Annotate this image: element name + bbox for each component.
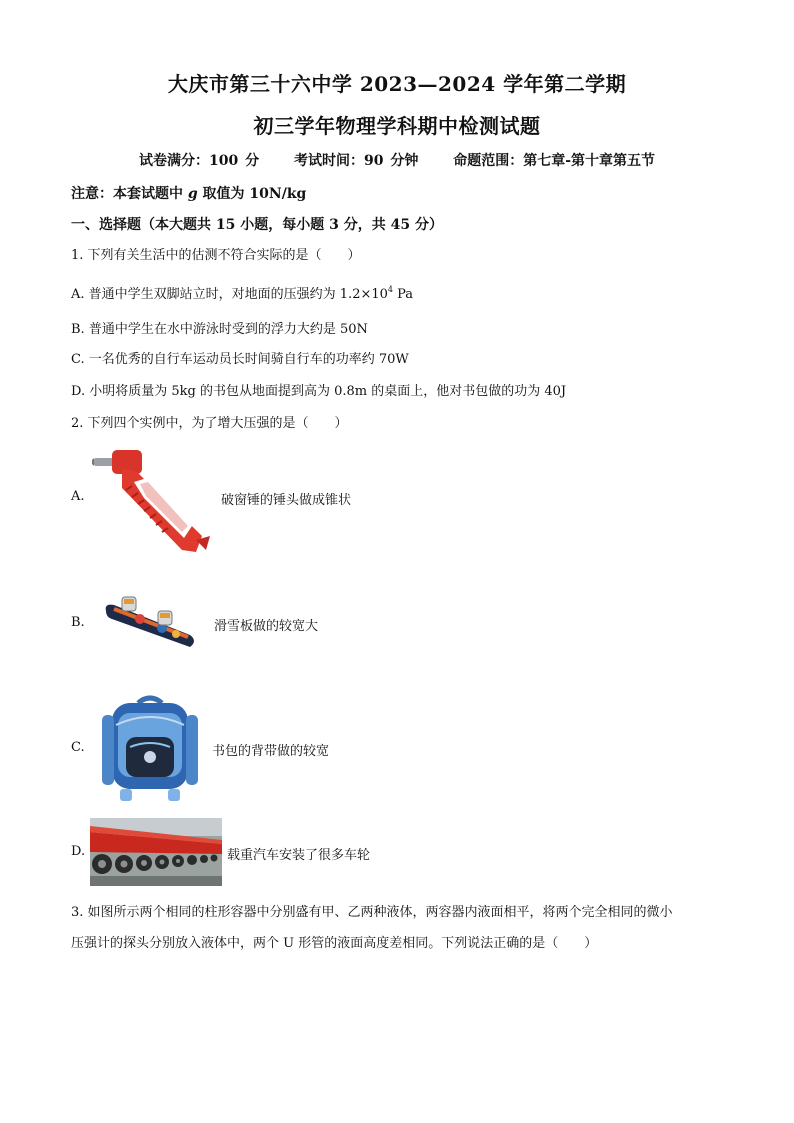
- q2-option-c-label: C.: [71, 740, 85, 755]
- exam-title-line1: 大庆市第三十六中学 2023—2024 学年第二学期: [167, 72, 627, 96]
- g-symbol: g: [187, 186, 198, 202]
- snowboard-image: [100, 595, 200, 657]
- exam-note: 注意：本套试题中 g 取值为 10N/kg: [71, 186, 307, 202]
- q2-option-a-text: 破窗锤的锤头做成锥状: [221, 493, 352, 508]
- q3-line2: 压强计的探头分别放入液体中，两个 U 形管的液面高度差相同。下列说法正确的是（ ）: [71, 936, 598, 951]
- q2-option-d-label: D.: [71, 844, 86, 859]
- section-title: 一、选择题（本大题共 15 小题，每小题 3 分，共 45 分）: [71, 217, 443, 233]
- q1-option-c: C. 一名优秀的自行车运动员长时间骑自行车的功率约 70W: [71, 352, 409, 367]
- hammer-image: [92, 440, 217, 560]
- q2-option-b-text: 滑雪板做的较宽大: [214, 619, 319, 634]
- exam-time: 考试时间：90 分钟: [293, 153, 419, 169]
- q2-stem: 2. 下列四个实例中，为了增大压强的是（ ）: [71, 416, 348, 431]
- q3-line1: 3. 如图所示两个相同的柱形容器中分别盛有甲、乙两种液体，两容器内液面相平，将两个完全相同的微小: [71, 905, 673, 920]
- full-score: 试卷满分：100 分: [138, 153, 260, 169]
- q2-option-b-label: B.: [71, 615, 85, 630]
- q2-option-a-label: A.: [71, 489, 85, 504]
- q1-option-d: D. 小明将质量为 5kg 的书包从地面提到高为 0.8m 的桌面上，他对书包做的功为 40J: [71, 384, 567, 399]
- backpack-image: [100, 695, 200, 803]
- q1-option-a: A. 普通中学生双脚站立时，对地面的压强约为 $1.2\times 10^4$ Pa: [71, 285, 414, 302]
- q2-option-c-text: 书包的背带做的较宽: [212, 744, 330, 759]
- exam-scope: 命题范围：第七章-第十章第五节: [453, 153, 656, 169]
- q1-option-b: B. 普通中学生在水中游泳时受到的浮力大约是 50N: [71, 322, 368, 337]
- q2-option-d-text: 载重汽车安装了很多车轮: [227, 848, 371, 863]
- exam-meta: [0, 150, 794, 170]
- q1-stem: 1. 下列有关生活中的估测不符合实际的是（ ）: [71, 248, 361, 263]
- exam-title-line2: 初三学年物理学科期中检测试题: [253, 114, 541, 138]
- truck-image: [90, 818, 222, 886]
